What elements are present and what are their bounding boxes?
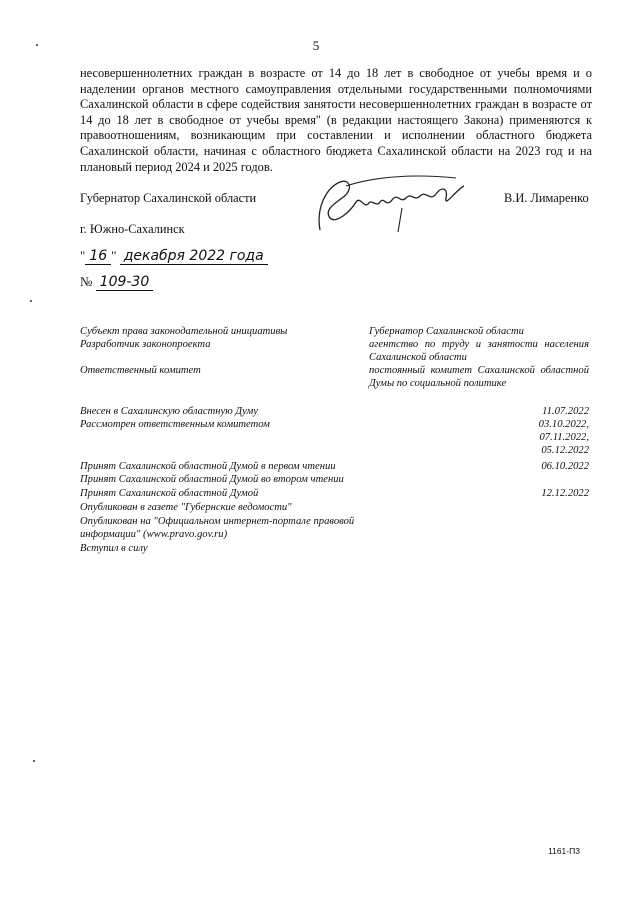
- published-portal-line1: Опубликован на "Официальном интернет-портале правовой: [80, 516, 355, 527]
- signatory-position: Губернатор Сахалинской области: [80, 191, 257, 205]
- subject-label: Субъект права законодательной инициативы: [80, 326, 288, 337]
- law-number-line: [80, 274, 153, 290]
- first-reading-date: 06.10.2022: [541, 461, 589, 472]
- month-year-handwritten: декабря 2022 года: [120, 248, 268, 265]
- number-sign: №: [80, 274, 93, 289]
- in-force-label: Вступил в силу: [80, 543, 148, 554]
- law-number-handwritten: 109-30: [96, 274, 154, 291]
- reviewed-date-3: 05.12.2022: [541, 445, 589, 456]
- subject-value: Губернатор Сахалинской области: [369, 326, 524, 337]
- handwritten-signature: [306, 168, 476, 238]
- reviewed-label: Рассмотрен ответственным комитетом: [80, 419, 270, 430]
- first-reading-label: Принят Сахалинской областной Думой в первом чтении: [80, 461, 336, 472]
- published-gazette: Опубликован в газете "Губернские ведомости": [80, 502, 292, 513]
- developer-label: Разработчик законопроекта: [80, 339, 211, 350]
- scan-speck: [36, 44, 38, 46]
- day-handwritten: 16: [85, 248, 111, 265]
- adopted-date: 12.12.2022: [541, 488, 589, 499]
- submitted-date: 11.07.2022: [542, 406, 589, 417]
- scan-speck: [33, 760, 35, 762]
- submitted-label: Внесен в Сахалинскую областную Думу: [80, 406, 258, 417]
- quote-open: ": [80, 248, 86, 263]
- footer-code: 1161-П3: [548, 846, 580, 856]
- second-reading-label: Принят Сахалинской областной Думой во втором чтении: [80, 474, 344, 485]
- published-portal-line2: информации" (www.pravo.gov.ru): [80, 529, 228, 540]
- quote-close: ": [111, 248, 117, 263]
- date-line: [80, 248, 268, 264]
- committee-label: Ответственный комитет: [80, 365, 201, 376]
- developer-value: агентство по труду и занятости населения Сахалинской области: [369, 339, 589, 363]
- adopted-label: Принят Сахалинской областной Думой: [80, 488, 259, 499]
- reviewed-date-2: 07.11.2022,: [539, 432, 589, 443]
- reviewed-date-1: 03.10.2022,: [538, 419, 589, 430]
- scan-speck: [30, 300, 32, 302]
- page-number: 5: [312, 38, 320, 53]
- committee-value: постоянный комитет Сахалинской областной Думы по социальной политике: [369, 365, 589, 389]
- law-paragraph: несовершеннолетних граждан в возрасте от 14 до 18 лет в свободное от учебы время и о наделении органов местного самоуправления отдельными государственными полномочиями Сахалинской области в сфере содействия занятости несовершеннолетних граждан в возрасте от 14 до 18 лет в свободное от учебы время" (в редакции настоящего Закона) применяются к правоотношениям, возникающим при составлении и исполнении областного бюджета Сахалинской области, начиная с областного бюджета Сахалинской области на 2023 год и на плановый период 2024 и 2025 годов.: [80, 66, 592, 174]
- city-line: г. Южно-Сахалинск: [80, 222, 185, 236]
- signatory-name: В.И. Лимаренко: [504, 191, 589, 205]
